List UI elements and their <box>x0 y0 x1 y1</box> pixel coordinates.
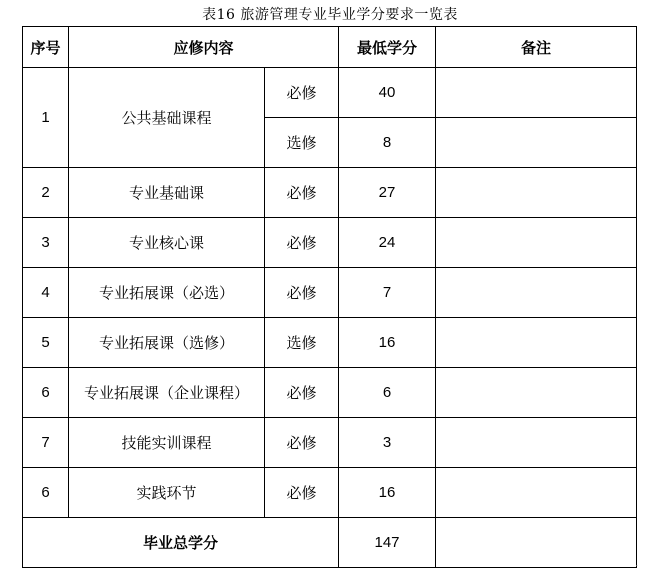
table-header-row <box>23 27 637 68</box>
header-min-credits: 最低学分 <box>339 27 436 68</box>
row-index: 6 <box>23 368 69 418</box>
table-row <box>23 218 637 268</box>
row-content: 专业拓展课（选修） <box>69 318 265 368</box>
row-index: 5 <box>23 318 69 368</box>
row-index: 4 <box>23 268 69 318</box>
row-credits: 24 <box>339 218 436 268</box>
row-remark <box>436 468 637 518</box>
row-remark <box>436 418 637 468</box>
row-content: 专业拓展课（企业课程） <box>69 368 265 418</box>
page-mark: . <box>635 559 638 568</box>
table-row <box>23 418 637 468</box>
row-type: 必修 <box>265 68 339 118</box>
row-type: 必修 <box>265 368 339 418</box>
total-label: 毕业总学分 <box>23 518 339 568</box>
row-type: 必修 <box>265 168 339 218</box>
header-content: 应修内容 <box>69 27 339 68</box>
row-credits: 16 <box>339 468 436 518</box>
total-credits: 147 <box>339 518 436 568</box>
row-index: 7 <box>23 418 69 468</box>
row-credits: 3 <box>339 418 436 468</box>
row-content: 专业基础课 <box>69 168 265 218</box>
row-remark <box>436 68 637 118</box>
total-row <box>23 518 637 568</box>
table-row <box>23 318 637 368</box>
row-type: 选修 <box>265 318 339 368</box>
row-remark <box>436 168 637 218</box>
row-content: 专业核心课 <box>69 218 265 268</box>
header-remarks: 备注 <box>436 27 637 68</box>
row-credits: 27 <box>339 168 436 218</box>
table-row <box>23 268 637 318</box>
row-content: 公共基础课程 <box>69 68 265 168</box>
row-type: 必修 <box>265 268 339 318</box>
row-remark <box>436 118 637 168</box>
row-content: 技能实训课程 <box>69 418 265 468</box>
row-remark <box>436 318 637 368</box>
row-credits: 8 <box>339 118 436 168</box>
row-type: 必修 <box>265 418 339 468</box>
table-row <box>23 168 637 218</box>
row-credits: 6 <box>339 368 436 418</box>
table-row <box>23 468 637 518</box>
row-type: 必修 <box>265 218 339 268</box>
table-row <box>23 368 637 418</box>
row-index: 6 <box>23 468 69 518</box>
row-credits: 16 <box>339 318 436 368</box>
row-index: 1 <box>23 68 69 168</box>
row-index: 3 <box>23 218 69 268</box>
credit-requirements-table <box>22 26 637 568</box>
row-index: 2 <box>23 168 69 218</box>
row-credits: 40 <box>339 68 436 118</box>
total-remark <box>436 518 637 568</box>
row-remark <box>436 268 637 318</box>
table-caption: 表16 旅游管理专业毕业学分要求一览表 <box>202 7 458 23</box>
table-row <box>23 68 637 118</box>
header-index: 序号 <box>23 27 69 68</box>
row-type: 选修 <box>265 118 339 168</box>
row-type: 必修 <box>265 468 339 518</box>
row-remark <box>436 368 637 418</box>
row-credits: 7 <box>339 268 436 318</box>
row-remark <box>436 218 637 268</box>
row-content: 专业拓展课（必选） <box>69 268 265 318</box>
row-content: 实践环节 <box>69 468 265 518</box>
